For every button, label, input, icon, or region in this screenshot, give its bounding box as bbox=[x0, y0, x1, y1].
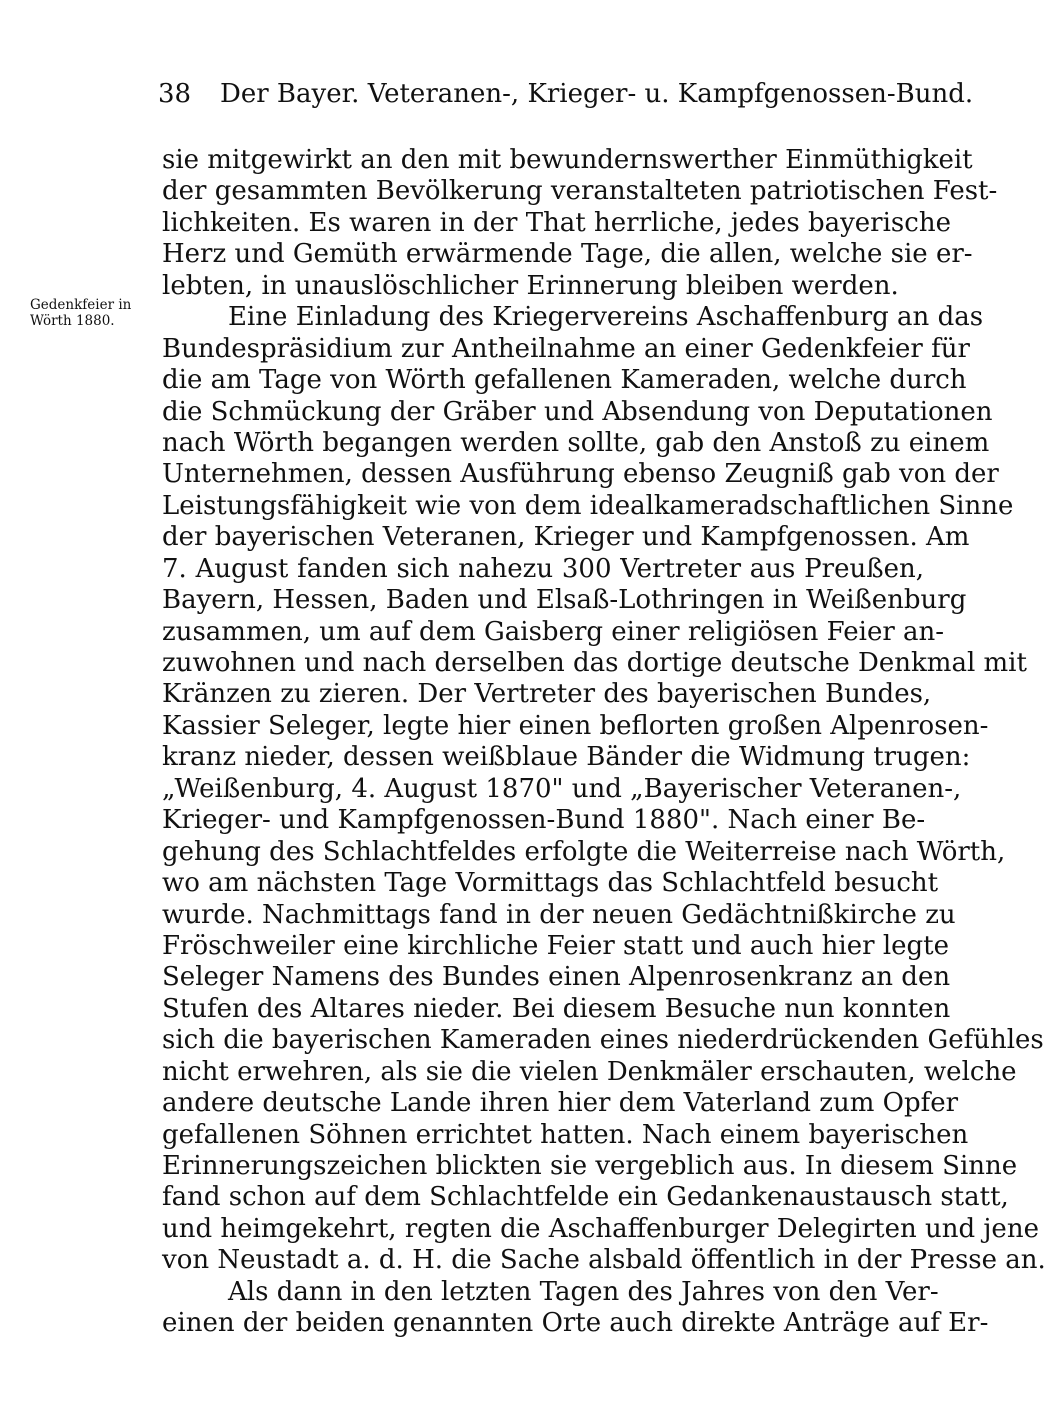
text-line: der bayerischen Veteranen, Krieger und Kampfgenossen. Am bbox=[162, 522, 970, 553]
text-line: Unternehmen, dessen Ausführung ebenso Zeugniß gab von der bbox=[162, 459, 999, 490]
body-text bbox=[162, 145, 1046, 1340]
page-header bbox=[158, 78, 974, 110]
text-line: Herz und Gemüth erwärmende Tage, die allen, welche sie er- bbox=[162, 239, 973, 270]
text-line: Bundespräsidium zur Antheilnahme an einer Gedenkfeier für bbox=[162, 333, 970, 364]
text-line: Fröschweiler eine kirchliche Feier statt und auch hier legte bbox=[162, 930, 950, 961]
margin-note-line: Gedenkfeier in bbox=[30, 297, 132, 313]
text-line: und heimgekehrt, regten die Aschaffenburger Delegirten und jene bbox=[162, 1213, 1039, 1244]
text-line: lebten, in unauslöschlicher Erinnerung bleiben werden. bbox=[162, 270, 899, 301]
text-line: Kränzen zu zieren. Der Vertreter des bayerischen Bundes, bbox=[162, 679, 932, 710]
text-line: zusammen, um auf dem Gaisberg einer religiösen Feier an- bbox=[162, 616, 945, 647]
text-line: die Schmückung der Gräber und Absendung von Deputationen bbox=[162, 396, 993, 427]
text-line: gehung des Schlachtfeldes erfolgte die Weiterreise nach Wörth, bbox=[162, 836, 1006, 867]
text-line: wo am nächsten Tage Vormittags das Schlachtfeld besucht bbox=[162, 868, 939, 899]
text-line: einen der beiden genannten Orte auch direkte Anträge auf Er- bbox=[162, 1308, 989, 1339]
text-line: der gesammten Bevölkerung veranstalteten patriotischen Fest- bbox=[162, 176, 998, 207]
text-line: nach Wörth begangen werden sollte, gab den Anstoß zu einem bbox=[162, 427, 990, 458]
running-title: Der Bayer. Veteranen-, Krieger- u. Kampfgenossen-Bund. bbox=[220, 79, 974, 109]
text-line: andere deutsche Lande ihren hier dem Vaterland zum Opfer bbox=[162, 1088, 959, 1119]
text-line: Stufen des Altares nieder. Bei diesem Besuche nun konnten bbox=[162, 993, 951, 1024]
text-line: Eine Einladung des Kriegervereins Aschaffenburg an das bbox=[228, 302, 984, 333]
text-line: Erinnerungszeichen blickten sie vergeblich aus. In diesem Sinne bbox=[162, 1151, 1018, 1181]
text-line: wurde. Nachmittags fand in der neuen Gedächtnißkirche zu bbox=[162, 899, 956, 930]
text-line: „Weißenburg, 4. August 1870" und „Bayerischer Veteranen-, bbox=[162, 773, 962, 804]
text-line: von Neustadt a. d. H. die Sache alsbald öffentlich in der Presse an. bbox=[162, 1245, 1046, 1276]
text-line: Seleger Namens des Bundes einen Alpenrosenkranz an den bbox=[162, 962, 951, 993]
text-line: sie mitgewirkt an den mit bewundernswerther Einmüthigkeit bbox=[162, 145, 973, 175]
text-line: lichkeiten. Es waren in der That herrliche, jedes bayerische bbox=[162, 207, 951, 238]
text-line: gefallenen Söhnen errichtet hatten. Nach einem bayerischen bbox=[162, 1119, 969, 1150]
margin-note bbox=[30, 297, 160, 329]
text-line: sich die bayerischen Kameraden eines niederdrückenden Gefühles bbox=[162, 1025, 1044, 1056]
text-line: kranz nieder, dessen weißblaue Bänder die Widmung trugen: bbox=[162, 742, 971, 773]
text-line: zuwohnen und nach derselben das dortige deutsche Denkmal mit bbox=[162, 648, 1027, 678]
page-number: 38 bbox=[158, 79, 192, 109]
text-line: die am Tage von Wörth gefallenen Kameraden, welche durch bbox=[162, 365, 967, 396]
text-line: Als dann in den letzten Tagen des Jahres von den Ver- bbox=[228, 1276, 939, 1307]
text-line: Krieger- und Kampfgenossen-Bund 1880". Nach einer Be- bbox=[162, 805, 926, 836]
margin-note-line: Wörth 1880. bbox=[30, 313, 115, 329]
text-line: fand schon auf dem Schlachtfelde ein Gedankenaustausch statt, bbox=[162, 1182, 1009, 1213]
text-line: Bayern, Hessen, Baden und Elsaß-Lothringen in Weißenburg bbox=[162, 585, 967, 616]
text-line: nicht erwehren, als sie die vielen Denkmäler erschauten, welche bbox=[162, 1056, 1017, 1087]
text-line: 7. August fanden sich nahezu 300 Vertreter aus Preußen, bbox=[162, 553, 924, 584]
text-line: Kassier Seleger, legte hier einen beflorten großen Alpenrosen- bbox=[162, 710, 989, 741]
text-line: Leistungsfähigkeit wie von dem idealkameradschaftlichen Sinne bbox=[162, 490, 1014, 521]
